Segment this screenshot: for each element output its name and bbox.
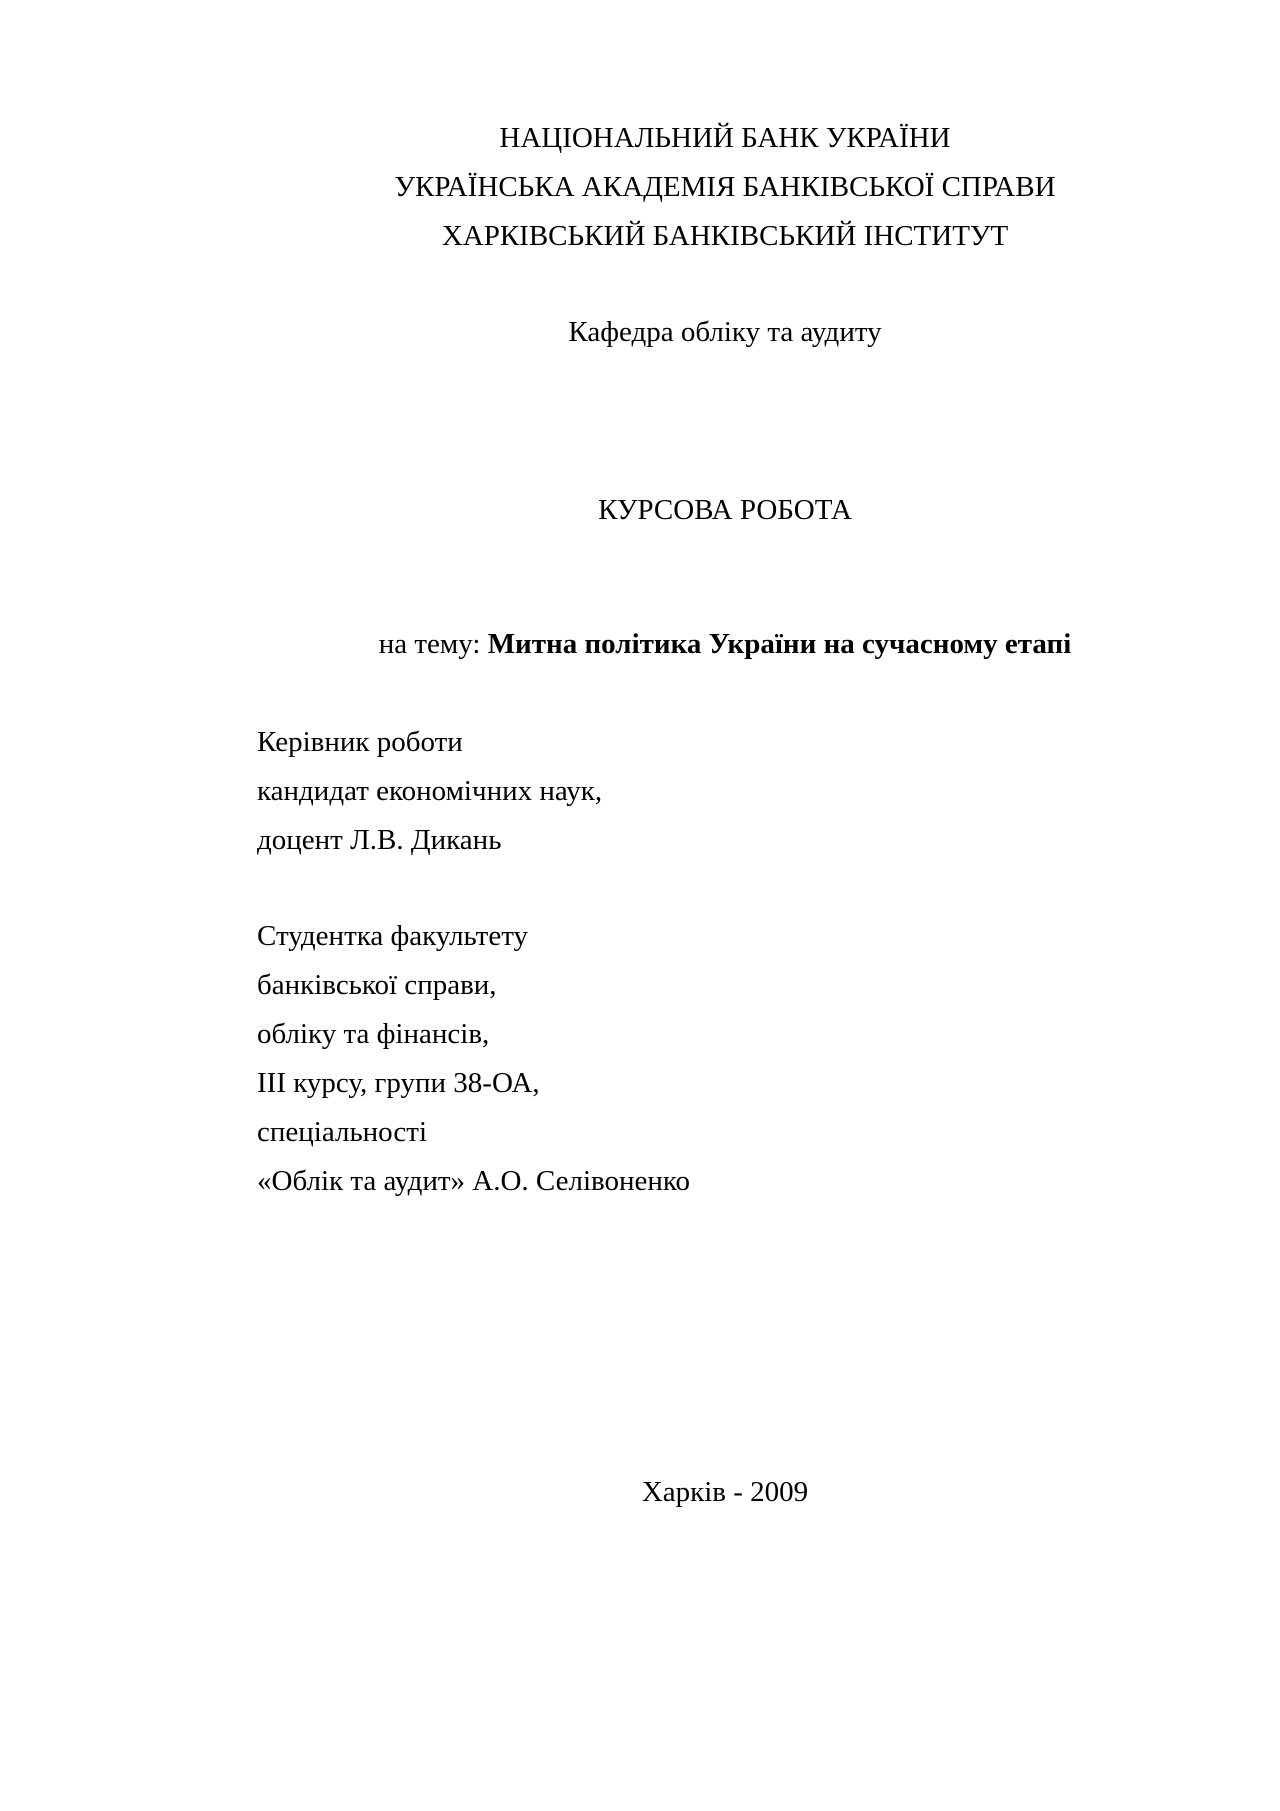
department-name: Кафедра обліку та аудиту	[568, 316, 882, 348]
topic-title: Митна політика України на сучасному етапі	[487, 628, 1072, 660]
header-institute-name: ХАРКІВСЬКИЙ БАНКІВСЬКИЙ ІНСТИТУТ	[441, 220, 1009, 252]
student-faculty-line3: обліку та фінансів,	[257, 1018, 490, 1050]
student-specialty-name: «Облік та аудит» А.О. Селівоненко	[257, 1165, 691, 1197]
header-academy-name: УКРАЇНСЬКА АКАДЕМІЯ БАНКІВСЬКОЇ СПРАВИ	[394, 171, 1056, 203]
topic-prefix: на тему:	[378, 628, 488, 660]
supervisor-degree: кандидат економічних наук,	[257, 775, 603, 807]
student-faculty-line1: Студентка факультету	[257, 920, 529, 952]
work-type-title: КУРСОВА РОБОТА	[598, 494, 852, 526]
topic-line	[195, 626, 1255, 662]
header-bank-name: НАЦІОНАЛЬНИЙ БАНК УКРАЇНИ	[499, 122, 951, 154]
student-faculty-line2: банківської справи,	[257, 969, 497, 1001]
supervisor-name: доцент Л.В. Дикань	[257, 824, 502, 856]
supervisor-role: Керівник роботи	[257, 726, 463, 758]
student-specialty-label: спеціальності	[257, 1116, 428, 1148]
city-year: Харків - 2009	[641, 1476, 809, 1508]
student-course-group: ІІІ курсу, групи 38-ОА,	[257, 1067, 540, 1099]
